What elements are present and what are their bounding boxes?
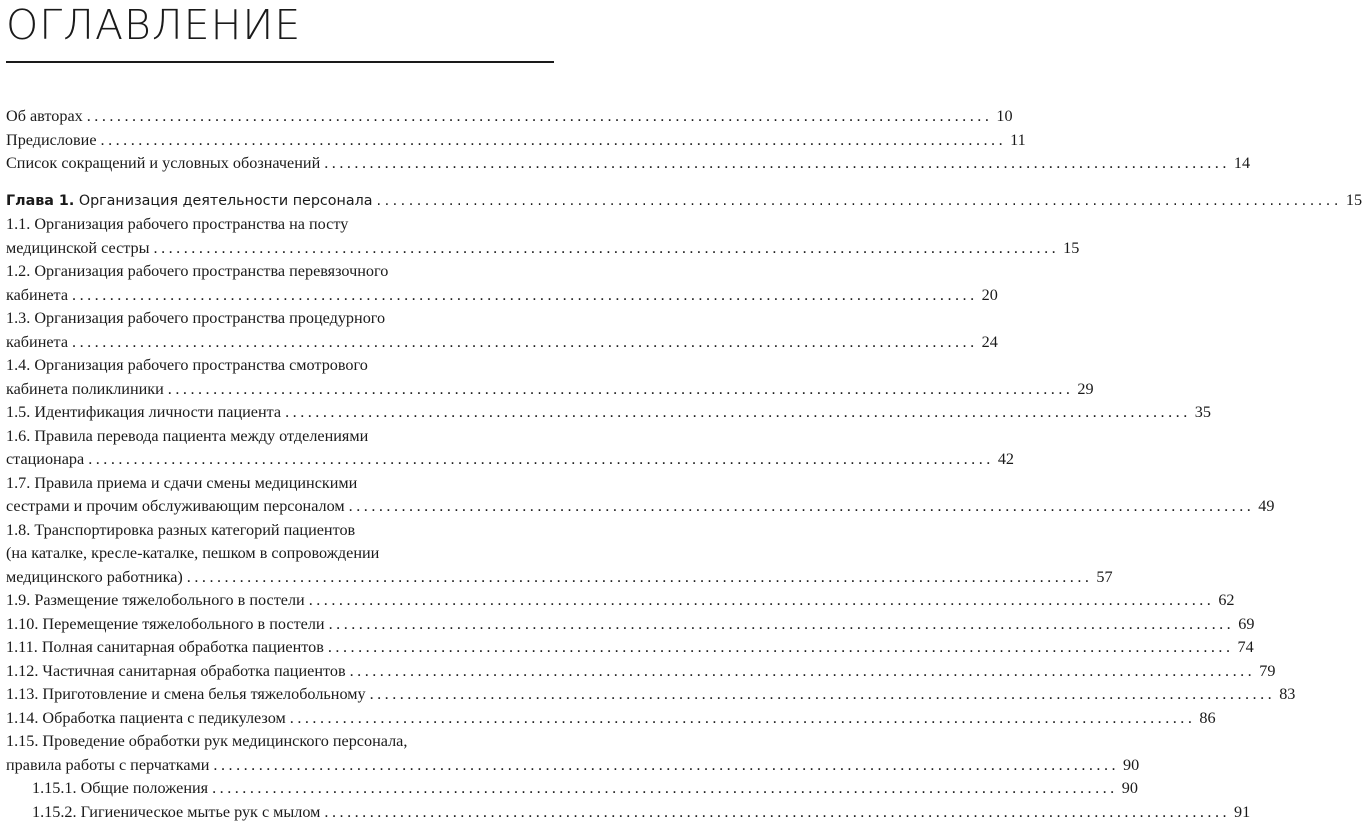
toc-page-number: 10 [996, 105, 1012, 129]
toc-entry-text: 1.14. Обработка пациента с педикулезом [6, 707, 286, 731]
toc-entry[interactable] [6, 636, 554, 660]
toc-page-number: 11 [1010, 129, 1026, 153]
toc-page-number: 57 [1096, 566, 1112, 590]
leader-dots: ........................................................................................................................ [328, 636, 1234, 660]
toc-entry-text: (на каталке, кресле-каталке, пешком в сопровождении [6, 542, 379, 566]
leader-dots: ........................................................................................................................ [187, 566, 1093, 590]
toc-entry[interactable] [6, 613, 554, 637]
toc-page-number: 42 [998, 448, 1014, 472]
toc-page-number: 90 [1122, 777, 1138, 801]
toc-page-number: 15 [1063, 237, 1079, 261]
toc-page-number: 69 [1238, 613, 1254, 637]
leader-dots: ........................................................................................................................ [212, 777, 1118, 801]
toc-entry-text: кабинета [6, 284, 68, 308]
leader-dots: ........................................................................................................................ [377, 190, 1342, 214]
toc-page-number: 29 [1077, 378, 1093, 402]
toc-page-number: 14 [1234, 152, 1250, 176]
leader-dots: ........................................................................................................................ [370, 683, 1276, 707]
leader-dots: ........................................................................................................................ [329, 613, 1235, 637]
toc-entry-text: 1.4. Организация рабочего пространства смотрового [6, 354, 368, 378]
toc-entry-text: медицинского работника) [6, 566, 183, 590]
toc-entry-text: 1.15.2. Гигиеническое мытье рук с мылом [32, 801, 320, 824]
title-rule [6, 61, 554, 63]
toc-page-number: 49 [1258, 495, 1274, 519]
chapter-number: Глава 1. [6, 193, 74, 209]
leader-dots: ........................................................................................................................ [88, 448, 994, 472]
toc-page-number: 35 [1195, 401, 1211, 425]
toc-entry[interactable] [6, 401, 554, 425]
toc-page-number: 79 [1259, 660, 1275, 684]
toc-entry-authors[interactable] [6, 105, 554, 129]
toc-entry-text: 1.12. Частичная санитарная обработка пациентов [6, 660, 346, 684]
toc-entry[interactable] [6, 660, 554, 684]
toc-page-number: 15 [1346, 189, 1362, 213]
toc-entry[interactable] [6, 707, 554, 731]
toc-entry-text: 1.9. Размещение тяжелобольного в постели [6, 589, 305, 613]
toc-entry-text: Предисловие [6, 129, 97, 153]
toc-page-number: 90 [1123, 754, 1139, 778]
leader-dots: ........................................................................................................................ [101, 129, 1007, 153]
toc-chapter-1[interactable] [6, 189, 554, 214]
leader-dots: ........................................................................................................................ [324, 152, 1230, 176]
toc-entry-text: 1.7. Правила приема и сдачи смены медицинскими [6, 472, 357, 496]
leader-dots: ........................................................................................................................ [309, 589, 1215, 613]
toc-entry-text: кабинета поликлиники [6, 378, 164, 402]
toc-page-number: 86 [1199, 707, 1215, 731]
page-title: ОГЛАВЛЕНИЕ [6, 0, 301, 50]
toc-entry-abbreviations[interactable] [6, 152, 554, 176]
leader-dots: ........................................................................................................................ [154, 237, 1060, 261]
toc-entry-text: 1.8. Транспортировка разных категорий пациентов [6, 519, 355, 543]
toc-page-number: 74 [1238, 636, 1254, 660]
toc-entry[interactable] [6, 777, 554, 801]
toc-entry-text: 1.15.1. Общие положения [32, 777, 208, 801]
leader-dots: ........................................................................................................................ [87, 105, 993, 129]
toc-entry[interactable] [6, 801, 554, 824]
toc-entry[interactable] [6, 589, 554, 613]
toc-entry-text: 1.1. Организация рабочего пространства на посту [6, 213, 348, 237]
toc-page-number: 62 [1218, 589, 1234, 613]
toc-entry[interactable] [6, 425, 554, 472]
leader-dots: ........................................................................................................................ [213, 754, 1119, 778]
toc-section-entries [6, 213, 554, 824]
toc-list [6, 105, 554, 824]
toc-entry-text: Об авторах [6, 105, 83, 129]
chapter-title: Организация деятельности персонала [79, 193, 373, 209]
toc-entry-text: 1.15. Проведение обработки рук медицинского персонала, [6, 730, 407, 754]
toc-page-number: 20 [982, 284, 998, 308]
toc-entry[interactable] [6, 472, 554, 519]
toc-entry-text: медицинской сестры [6, 237, 150, 261]
toc-entry[interactable] [6, 260, 554, 307]
leader-dots: ........................................................................................................................ [324, 801, 1230, 824]
leader-dots: ........................................................................................................................ [285, 401, 1191, 425]
toc-entry-text: Список сокращений и условных обозначений [6, 152, 320, 176]
toc-page-number: 83 [1279, 683, 1295, 707]
toc-entry-text: 1.10. Перемещение тяжелобольного в постели [6, 613, 325, 637]
toc-entry-text: сестрами и прочим обслуживающим персоналом [6, 495, 345, 519]
toc-entry-text: 1.11. Полная санитарная обработка пациентов [6, 636, 324, 660]
toc-page [0, 0, 560, 785]
toc-entry-preface[interactable] [6, 129, 554, 153]
toc-page-number: 91 [1234, 801, 1250, 824]
leader-dots: ........................................................................................................................ [290, 707, 1196, 731]
toc-entry-text: кабинета [6, 331, 68, 355]
toc-entry-text: 1.2. Организация рабочего пространства перевязочного [6, 260, 388, 284]
toc-entry[interactable] [6, 354, 554, 401]
leader-dots: ........................................................................................................................ [72, 284, 978, 308]
leader-dots: ........................................................................................................................ [350, 660, 1256, 684]
toc-entry-text: правила работы с перчатками [6, 754, 209, 778]
toc-entry[interactable] [6, 307, 554, 354]
toc-entry-text: стационара [6, 448, 84, 472]
leader-dots: ........................................................................................................................ [349, 495, 1255, 519]
toc-entry-text: 1.5. Идентификация личности пациента [6, 401, 281, 425]
toc-entry[interactable] [6, 730, 554, 777]
toc-entry[interactable] [6, 683, 554, 707]
leader-dots: ........................................................................................................................ [168, 378, 1074, 402]
toc-entry-text: 1.3. Организация рабочего пространства процедурного [6, 307, 385, 331]
leader-dots: ........................................................................................................................ [72, 331, 978, 355]
toc-page-number: 24 [982, 331, 998, 355]
toc-entry[interactable] [6, 519, 554, 590]
toc-entry-text: 1.13. Приготовление и смена белья тяжелобольному [6, 683, 366, 707]
toc-entry-text: 1.6. Правила перевода пациента между отделениями [6, 425, 368, 449]
toc-entry[interactable] [6, 213, 554, 260]
